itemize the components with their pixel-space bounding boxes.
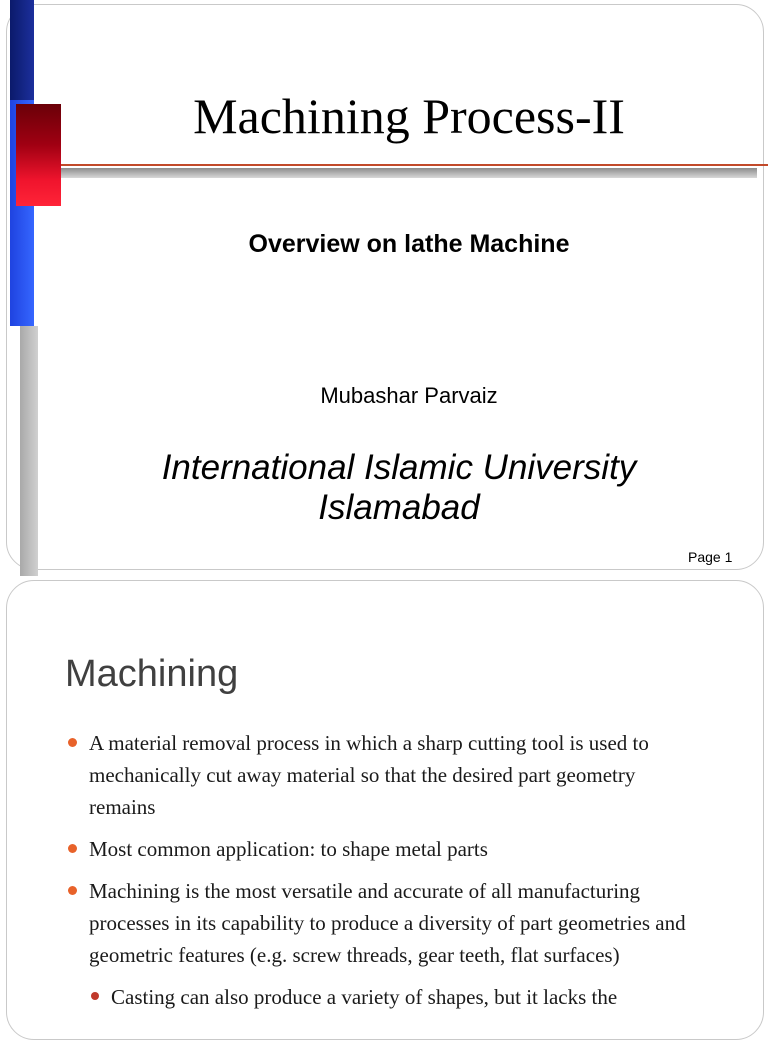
sub-bullet-icon [91, 992, 99, 1000]
decorative-bar-dark-blue [10, 0, 34, 100]
title-rule-shadow [30, 168, 757, 178]
bullet-item [65, 727, 705, 823]
slide-2 [6, 580, 764, 1040]
title-rule [30, 164, 768, 166]
author-name: Mubashar Parvaiz [320, 383, 498, 408]
slide-2-title: Machining [65, 653, 239, 695]
bullet-list [65, 727, 705, 1023]
institution-name [20, 448, 768, 528]
bullet-icon [68, 886, 77, 895]
bullet-item [65, 875, 705, 971]
bullet-text: Machining is the most versatile and accurate of all manufacturing processes in its capability to produce a diversity of part geometries and geometric features (e.g. screw threads, gear teeth, flat surfaces) [89, 879, 686, 967]
bullet-icon [68, 844, 77, 853]
bullet-item [65, 833, 705, 865]
bullet-text: Most common application: to shape metal parts [89, 837, 488, 861]
page-number: Page 1 [688, 549, 733, 565]
institution-line-1: International Islamic University [161, 448, 637, 487]
institution-line-2: Islamabad [318, 488, 480, 527]
sub-bullet-item [65, 981, 705, 1013]
bullet-text: Casting can also produce a variety of shapes, but it lacks the [111, 985, 618, 1009]
slide-subtitle: Overview on lathe Machine [248, 230, 570, 258]
slide-title: Machining Process-II [193, 88, 625, 144]
bullet-icon [68, 738, 77, 747]
bullet-text: A material removal process in which a sharp cutting tool is used to mechanically cut away material so that the desired part geometry remains [89, 731, 649, 819]
